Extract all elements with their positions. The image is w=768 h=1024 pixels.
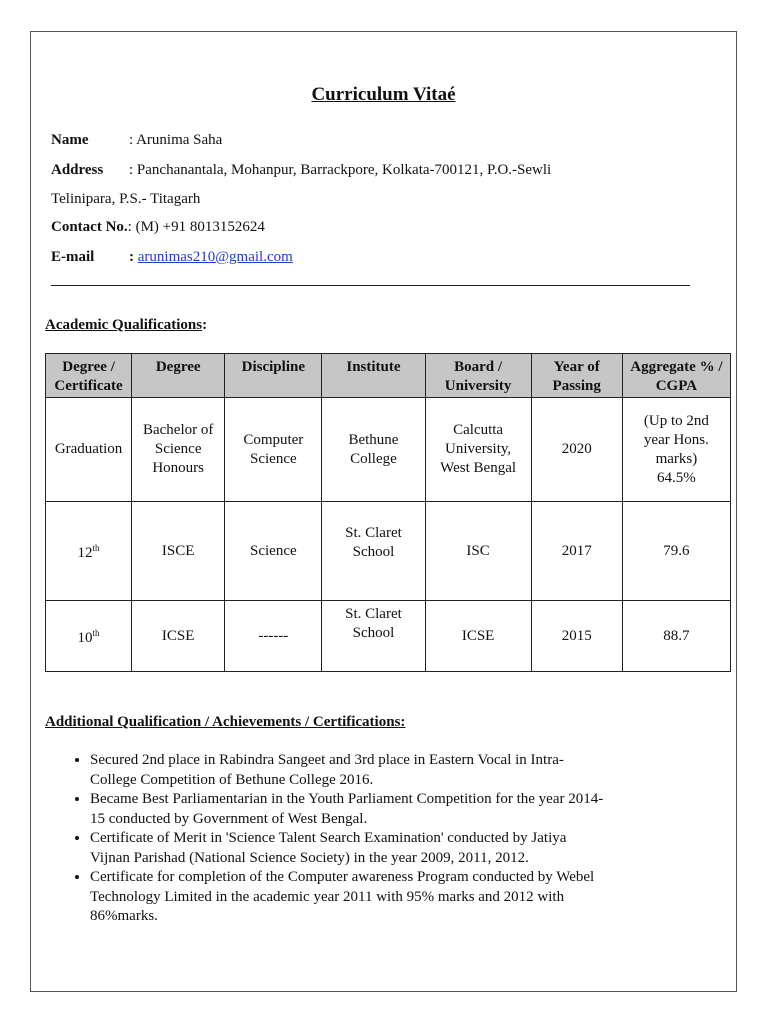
cell-text: ------ <box>258 627 289 644</box>
header-text: Aggregate % / <box>630 359 723 375</box>
table-header-row <box>46 354 731 398</box>
board-cell <box>425 502 531 601</box>
discipline-cell <box>225 502 322 601</box>
list-item-text: 15 conducted by Government of West Bengal. <box>90 810 368 827</box>
table-row <box>46 398 731 502</box>
cell-text: West Bengal <box>440 460 517 476</box>
board-cell <box>425 601 531 672</box>
email-line <box>51 249 293 266</box>
degree-certificate-cell <box>46 398 132 502</box>
academic-heading-colon: : <box>202 317 208 333</box>
aggregate-cell <box>622 398 730 502</box>
list-item-text: Technology Limited in the academic year 2011 with 95% marks and 2012 with <box>90 888 565 905</box>
table-header-cell <box>46 354 132 398</box>
board-cell <box>425 398 531 502</box>
table-row <box>46 502 731 601</box>
cell-text: Bachelor of <box>142 422 214 438</box>
cell-text: Calcutta <box>453 422 504 438</box>
name-line <box>51 132 222 149</box>
table-header-cell <box>622 354 730 398</box>
achievements-list <box>57 751 690 927</box>
year-cell <box>531 601 622 672</box>
institute-cell <box>322 502 425 601</box>
header-text: Degree <box>155 359 201 375</box>
cell-text: College <box>350 450 397 467</box>
contact-line <box>51 219 265 236</box>
cell-text: 79.6 <box>663 542 690 559</box>
header-divider <box>51 285 690 286</box>
cell-text: 88.7 <box>663 627 690 644</box>
contact-label: Contact No. <box>51 219 128 235</box>
list-item-text: Secured 2nd place in Rabindra Sangeet and 3rd place in Eastern Vocal in Intra- <box>90 752 564 768</box>
header-text: University <box>444 378 512 394</box>
address-label: Address <box>51 162 104 178</box>
list-item <box>90 829 690 868</box>
year-cell <box>531 502 622 601</box>
additional-heading-text: Additional Qualification / Achievements / Certifications: <box>45 714 406 730</box>
header-text: Board / <box>454 359 503 375</box>
academic-heading-text: Academic Qualifications <box>45 317 203 333</box>
cv-page <box>30 31 737 992</box>
cell-text: Computer <box>243 431 304 448</box>
header-text: Institute <box>346 359 401 375</box>
list-item-text: Became Best Parliamentarian in the Youth Parliament Competition for the year 2014- <box>90 791 604 807</box>
name-label: Name <box>51 132 89 148</box>
list-item-text: 86%marks. <box>90 908 158 924</box>
list-item-text: Certificate of Merit in 'Science Talent Search Examination' conducted by Jatiya <box>90 830 567 846</box>
list-item <box>90 790 690 829</box>
list-item <box>90 868 690 927</box>
year-cell <box>531 398 622 502</box>
cell-text: School <box>352 625 395 641</box>
header-text: Passing <box>552 378 601 394</box>
header-text: Year of <box>553 359 600 375</box>
aggregate-cell <box>622 502 730 601</box>
document-title: Curriculum Vitaé <box>311 84 456 105</box>
cell-text: 64.5% <box>657 469 696 486</box>
institute-cell <box>322 398 425 502</box>
table-header-cell <box>531 354 622 398</box>
aggregate-cell <box>622 601 730 672</box>
cell-text: Science <box>250 450 297 467</box>
table-header-cell <box>322 354 425 398</box>
table-header-cell <box>132 354 225 398</box>
institute-cell <box>322 601 425 672</box>
cell-text: 2020 <box>561 441 592 457</box>
address-value: : Panchanantala, Mohanpur, Barrackpore, Kolkata-700121, P.O.-Sewli <box>129 162 552 178</box>
additional-heading <box>45 714 405 731</box>
cell-text: St. Claret <box>345 606 402 622</box>
cell-text: ICSE <box>461 627 495 644</box>
cell-text: 2017 <box>561 542 592 559</box>
table-header-cell <box>425 354 531 398</box>
academic-heading <box>45 317 207 334</box>
degree-cell <box>132 502 225 601</box>
cell-text: St. Claret <box>345 525 402 541</box>
discipline-cell <box>225 398 322 502</box>
superscript: th <box>92 543 100 553</box>
list-item <box>90 751 690 790</box>
cell-text: Graduation <box>54 441 123 457</box>
table-row <box>46 601 731 672</box>
header-text: CGPA <box>655 378 698 394</box>
cell-text: 10 <box>77 630 93 646</box>
degree-certificate-cell <box>46 601 132 672</box>
degree-cell <box>132 601 225 672</box>
list-item-text: Vijnan Parishad (National Science Society) in the year 2009, 2011, 2012. <box>90 849 529 866</box>
cell-text: ISC <box>466 542 490 559</box>
cell-text: 2015 <box>561 627 592 644</box>
cell-text: ISCE <box>161 542 195 559</box>
header-text: Certificate <box>54 378 123 394</box>
cell-text: (Up to 2nd <box>643 412 709 429</box>
header-text: Discipline <box>241 359 305 375</box>
degree-cell <box>132 398 225 502</box>
cell-text: School <box>352 544 395 560</box>
table-header-cell <box>225 354 322 398</box>
address-line <box>51 162 551 179</box>
email-label: E-mail <box>51 249 95 265</box>
cell-text: marks) <box>655 450 698 467</box>
email-colon: : <box>129 249 134 265</box>
discipline-cell <box>225 601 322 672</box>
contact-value: : (M) +91 8013152624 <box>127 219 265 235</box>
cell-text: Bethune <box>348 431 399 448</box>
academic-table <box>45 353 731 672</box>
cell-text: 12 <box>77 545 93 561</box>
list-item-text: Certificate for completion of the Computer awareness Program conducted by Webel <box>90 869 595 885</box>
cell-text: University, <box>445 441 512 457</box>
email-link[interactable]: arunimas210@gmail.com <box>137 249 293 265</box>
cell-text: year Hons. <box>643 431 709 448</box>
degree-certificate-cell <box>46 502 132 601</box>
cell-text: ICSE <box>161 627 195 644</box>
superscript: th <box>92 628 100 638</box>
address-continuation: Telinipara, P.S.- Titagarh <box>51 191 201 207</box>
cell-text: Honours <box>152 460 205 476</box>
cell-text: Science <box>250 542 297 559</box>
cell-text: Science <box>154 441 202 457</box>
list-item-text: College Competition of Bethune College 2016. <box>90 771 374 788</box>
name-value: : Arunima Saha <box>129 132 223 148</box>
header-text: Degree / <box>62 359 115 375</box>
